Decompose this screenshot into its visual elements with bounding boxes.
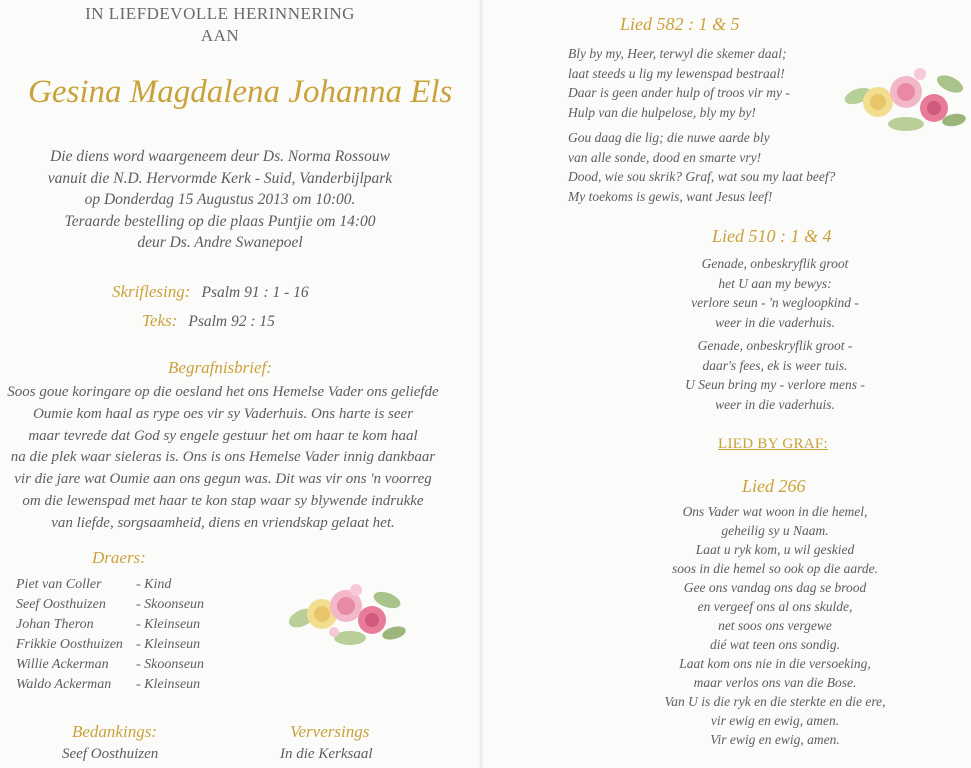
draer-role: - Kleinseun — [136, 677, 201, 692]
draer-role: - Skoonseun — [136, 597, 205, 612]
verse-line: laat steeds u lig my lewenspad bestraal! — [568, 65, 785, 81]
lied-582-verse-2 — [568, 128, 835, 206]
page-fold — [478, 0, 484, 768]
draer-name: Waldo Ackerman — [16, 677, 112, 692]
verversings-value: In die Kerksaal — [280, 746, 373, 762]
service-line: Teraarde bestelling op die plaas Puntjie om 14:00 — [64, 212, 376, 230]
verse-line: Genade, onbeskryflik groot — [701, 256, 849, 271]
verse-line: My toekoms is gewis, want Jesus leef! — [568, 188, 773, 204]
list-item — [16, 595, 204, 615]
lied-582-verse-1 — [568, 44, 790, 122]
list-item — [16, 635, 204, 655]
verse-line: Vir ewig en ewig, amen. — [710, 732, 840, 747]
letter-line: van liefde, sorgsaamheid, diens en vriendskap gelaat het. — [51, 514, 395, 531]
rose-bouquet-icon — [282, 578, 412, 650]
service-line: vanuit die N.D. Hervormde Kerk - Suid, Vanderbijlpark — [47, 169, 393, 187]
verse-line: Laat kom ons nie in die versoeking, — [679, 656, 871, 671]
letter-line: vir die jare wat Oumie aan ons gegun was. Dit was vir ons 'n voorreg — [14, 471, 432, 488]
verversings-label: Verversings — [290, 722, 370, 741]
lied-510-title: Lied 510 : 1 & 4 — [712, 226, 832, 246]
draers-list — [16, 575, 204, 695]
verse-line: Laat u ryk kom, u wil geskied — [695, 542, 855, 557]
begrafnisbrief-label: Begrafnisbrief: — [168, 358, 272, 377]
begrafnisbrief-text — [0, 382, 446, 535]
deceased-name: Gesina Magdalena Johanna Els — [28, 74, 453, 110]
draer-role: - Kleinseun — [136, 637, 201, 652]
draers-label: Draers: — [92, 548, 146, 567]
verse-line: U Seun bring my - verlore mens - — [685, 377, 865, 392]
verse-line: verlore seun - 'n wegloopkind - — [691, 295, 859, 310]
teks-value: Psalm 92 : 15 — [188, 313, 275, 330]
draer-name: Willie Ackerman — [16, 657, 109, 672]
right-page — [490, 0, 971, 768]
verse-line: soos in die hemel so ook op die aarde. — [671, 561, 879, 576]
header-line-2: AAN — [200, 26, 240, 45]
lied-510-verse-2 — [640, 336, 910, 414]
skriflesing-value: Psalm 91 : 1 - 16 — [201, 284, 309, 301]
service-line: Die diens word waargeneem deur Ds. Norma Rossouw — [50, 148, 390, 165]
verse-line: net soos ons vergewe — [718, 618, 832, 633]
verse-line: vir ewig en ewig, amen. — [710, 713, 840, 728]
verse-line: en vergeef ons al ons skulde, — [697, 599, 853, 614]
lied-266-text — [620, 502, 930, 749]
letter-line: na die plek waar sieleras is. Ons is ons Hemelse Vader innig dankbaar — [10, 449, 436, 466]
bedankings-label: Bedankings: — [72, 722, 157, 741]
bedankings-value: Seef Oosthuizen — [62, 746, 159, 762]
verse-line: van alle sonde, dood en smarte vry! — [568, 149, 762, 165]
lied-582-title: Lied 582 : 1 & 5 — [620, 14, 740, 34]
verse-line: weer in die vaderhuis. — [715, 396, 835, 412]
list-item — [16, 615, 204, 635]
verse-line: dié wat teen ons sondig. — [709, 637, 841, 652]
verse-line: Genade, onbeskryflik groot - — [697, 338, 853, 353]
verse-line: Van U is die ryk en die sterkte en die ere, — [664, 694, 886, 709]
verse-line: Ons Vader wat woon in die hemel, — [682, 504, 868, 519]
draer-name: Frikkie Oosthuizen — [16, 637, 123, 652]
verse-line: Hulp van die hulpelose, bly my by! — [568, 104, 756, 120]
teks-row — [142, 311, 275, 333]
lied-510-verse-1 — [640, 254, 910, 332]
verse-line: Gou daag die lig; die nuwe aarde bly — [568, 130, 770, 145]
lied-by-graf-heading: LIED BY GRAF: — [718, 436, 829, 452]
verse-line: Daar is geen ander hulp of troos vir my - — [568, 85, 790, 100]
draer-name: Johan Theron — [16, 617, 94, 632]
verse-line: daar's fees, ek is weer tuis. — [702, 357, 848, 373]
skriflesing-row — [112, 282, 309, 304]
verse-line: het U aan my bewys: — [718, 275, 832, 291]
draer-role: - Kleinseun — [136, 617, 201, 632]
verse-line: Dood, wie sou skrik? Graf, wat sou my laat beef? — [568, 169, 836, 184]
skriflesing-label: Skriflesing: — [112, 282, 191, 301]
verse-line: weer in die vaderhuis. — [715, 314, 835, 330]
draer-name: Seef Oosthuizen — [16, 597, 106, 612]
header-line-1: IN LIEFDEVOLLE HERINNERING — [85, 4, 355, 23]
service-line: op Donderdag 15 Augustus 2013 om 10:00. — [84, 191, 356, 208]
list-item — [16, 575, 204, 595]
list-item — [16, 675, 204, 695]
service-details — [0, 146, 440, 254]
verse-line: geheilig sy u Naam. — [721, 523, 829, 538]
list-item — [16, 655, 204, 675]
verse-line: maar verlos ons van die Bose. — [693, 675, 857, 690]
letter-line: Oumie kom haal as rype oes vir sy Vaderhuis. Ons harte is seer — [32, 405, 414, 422]
draer-role: - Kind — [136, 577, 172, 592]
left-page — [0, 0, 470, 768]
draer-name: Piet van Coller — [16, 577, 102, 592]
verse-line: Bly by my, Heer, terwyl die skemer daal; — [568, 46, 787, 61]
letter-line: maar tevrede dat God sy engele gestuur het om haar te kom haal — [28, 427, 418, 444]
service-line: deur Ds. Andre Swanepoel — [137, 234, 303, 251]
letter-line: Soos goue koringare op die oesland het ons Hemelse Vader ons geliefde — [7, 384, 439, 400]
rose-bouquet-icon — [840, 64, 970, 136]
lied-266-title: Lied 266 — [742, 476, 806, 496]
letter-line: om die lewenspad met haar te kon stap waar sy blywende indrukke — [22, 492, 424, 509]
verse-line: Gee ons vandag ons dag se brood — [683, 580, 867, 595]
teks-label: Teks: — [142, 311, 178, 330]
draer-role: - Skoonseun — [136, 657, 205, 672]
